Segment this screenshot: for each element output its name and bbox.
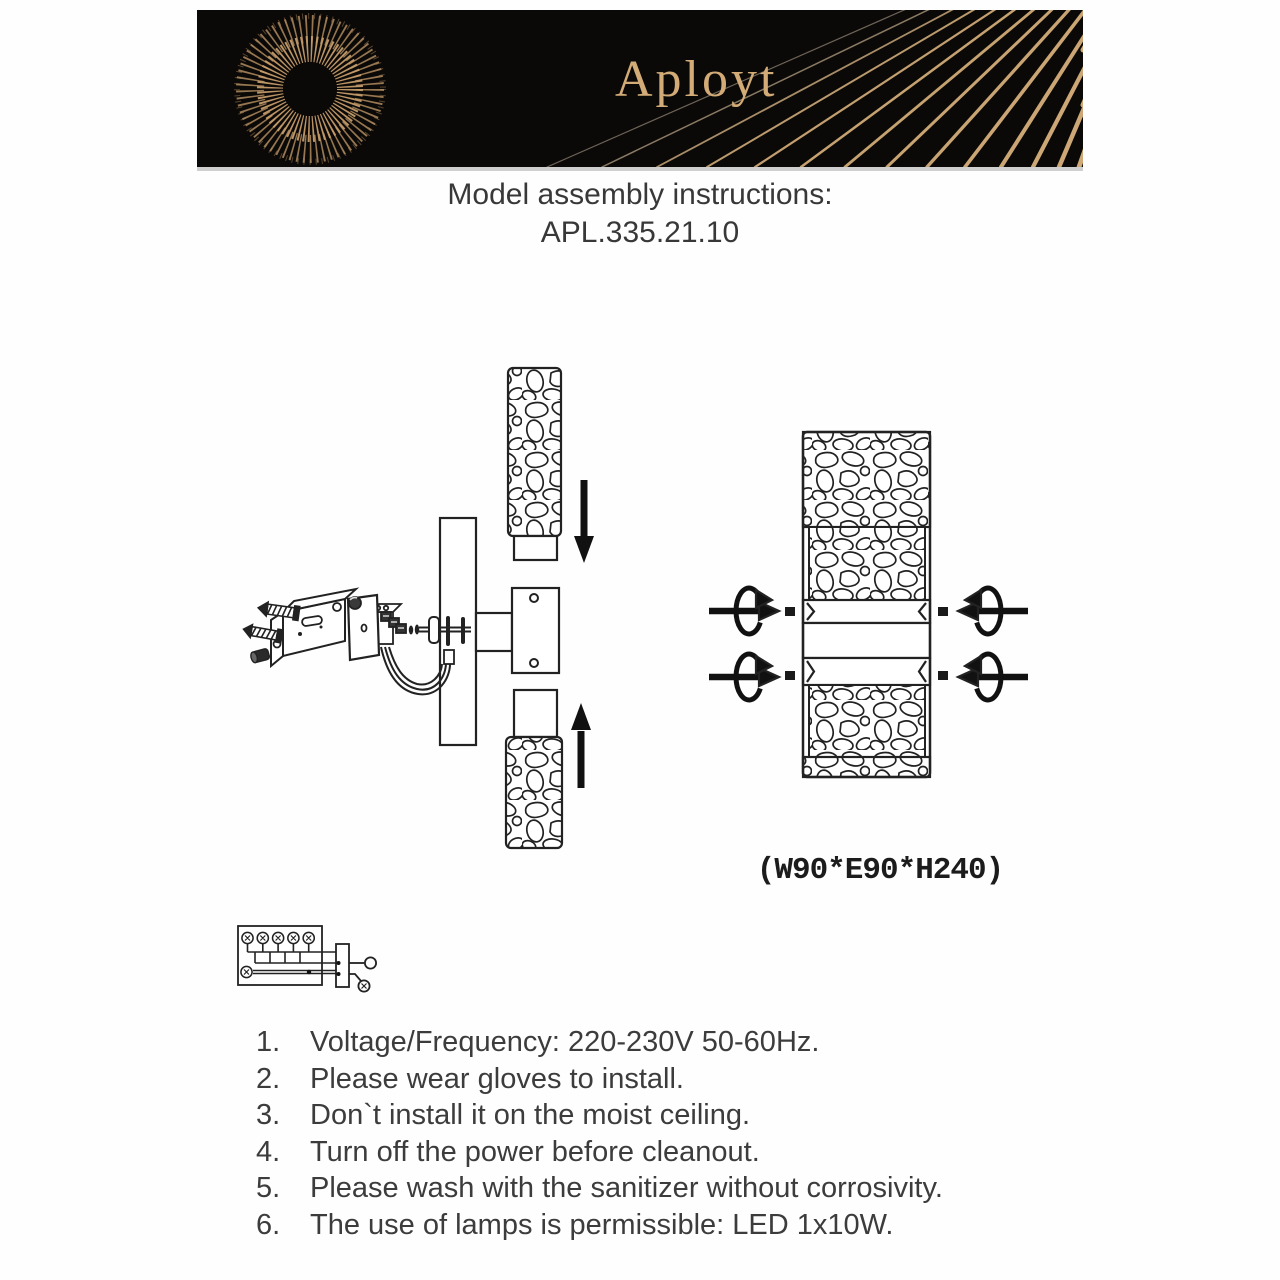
top-shade-part: [508, 368, 561, 560]
slide-down-arrow-icon: [574, 480, 594, 563]
center-body-part: [512, 588, 559, 673]
exploded-assembly-diagram: [235, 350, 655, 865]
ground-screw-symbol: [349, 974, 370, 992]
brand-logotype: Aployt: [615, 51, 778, 108]
rotate-screw-arrow-icon: [958, 588, 1028, 634]
mounting-bracket-part: [271, 589, 356, 666]
wall-plate-part: [348, 595, 379, 660]
nut-icon: [250, 648, 270, 663]
page-title-block: [0, 176, 1280, 252]
instruction-item: [256, 1207, 1096, 1244]
instruction-number: 6.: [256, 1208, 281, 1241]
instruction-text: Voltage/Frequency: 220-230V 50-60Hz.: [310, 1026, 820, 1058]
bottom-shade-part: [506, 690, 562, 848]
dimensions-label: (W90*E90*H240): [756, 853, 1004, 888]
slide-up-arrow-icon: [571, 703, 591, 788]
instruction-text: The use of lamps is permissible: LED 1x10W.: [310, 1208, 894, 1241]
rotate-screw-arrow-icon: [709, 588, 779, 634]
instructions-list: [256, 1024, 1096, 1243]
page-title: Model assembly instructions:: [447, 178, 833, 211]
wiring-diagram: [228, 918, 393, 1000]
model-number: APL.335.21.10: [540, 216, 740, 249]
instruction-number: 2.: [256, 1062, 281, 1095]
instruction-item: [256, 1097, 1096, 1134]
assembled-lamp-diagram: [700, 420, 1045, 795]
starburst-icon: [237, 16, 383, 162]
instruction-item: [256, 1024, 1096, 1061]
instruction-text: Don`t install it on the moist ceiling.: [310, 1099, 751, 1131]
instruction-number: 1.: [256, 1026, 281, 1058]
rotate-screw-arrow-icon: [709, 654, 779, 700]
driver-component: [336, 944, 349, 987]
instruction-item: [256, 1134, 1096, 1171]
lamp-symbol: [349, 957, 376, 968]
instruction-number: 4.: [256, 1135, 281, 1168]
instruction-text: Please wash with the sanitizer without corrosivity.: [310, 1172, 943, 1204]
rotate-screw-arrow-icon: [958, 654, 1028, 700]
brand-banner: [197, 10, 1083, 167]
instruction-text: Please wear gloves to install.: [310, 1062, 684, 1095]
instruction-number: 5.: [256, 1172, 281, 1204]
connector-arm-part: [476, 613, 512, 651]
instruction-text: Turn off the power before cleanout.: [310, 1135, 760, 1168]
instruction-number: 3.: [256, 1099, 281, 1131]
instruction-item: [256, 1170, 1096, 1207]
lamp-body: [803, 432, 930, 777]
instruction-item: [256, 1061, 1096, 1098]
